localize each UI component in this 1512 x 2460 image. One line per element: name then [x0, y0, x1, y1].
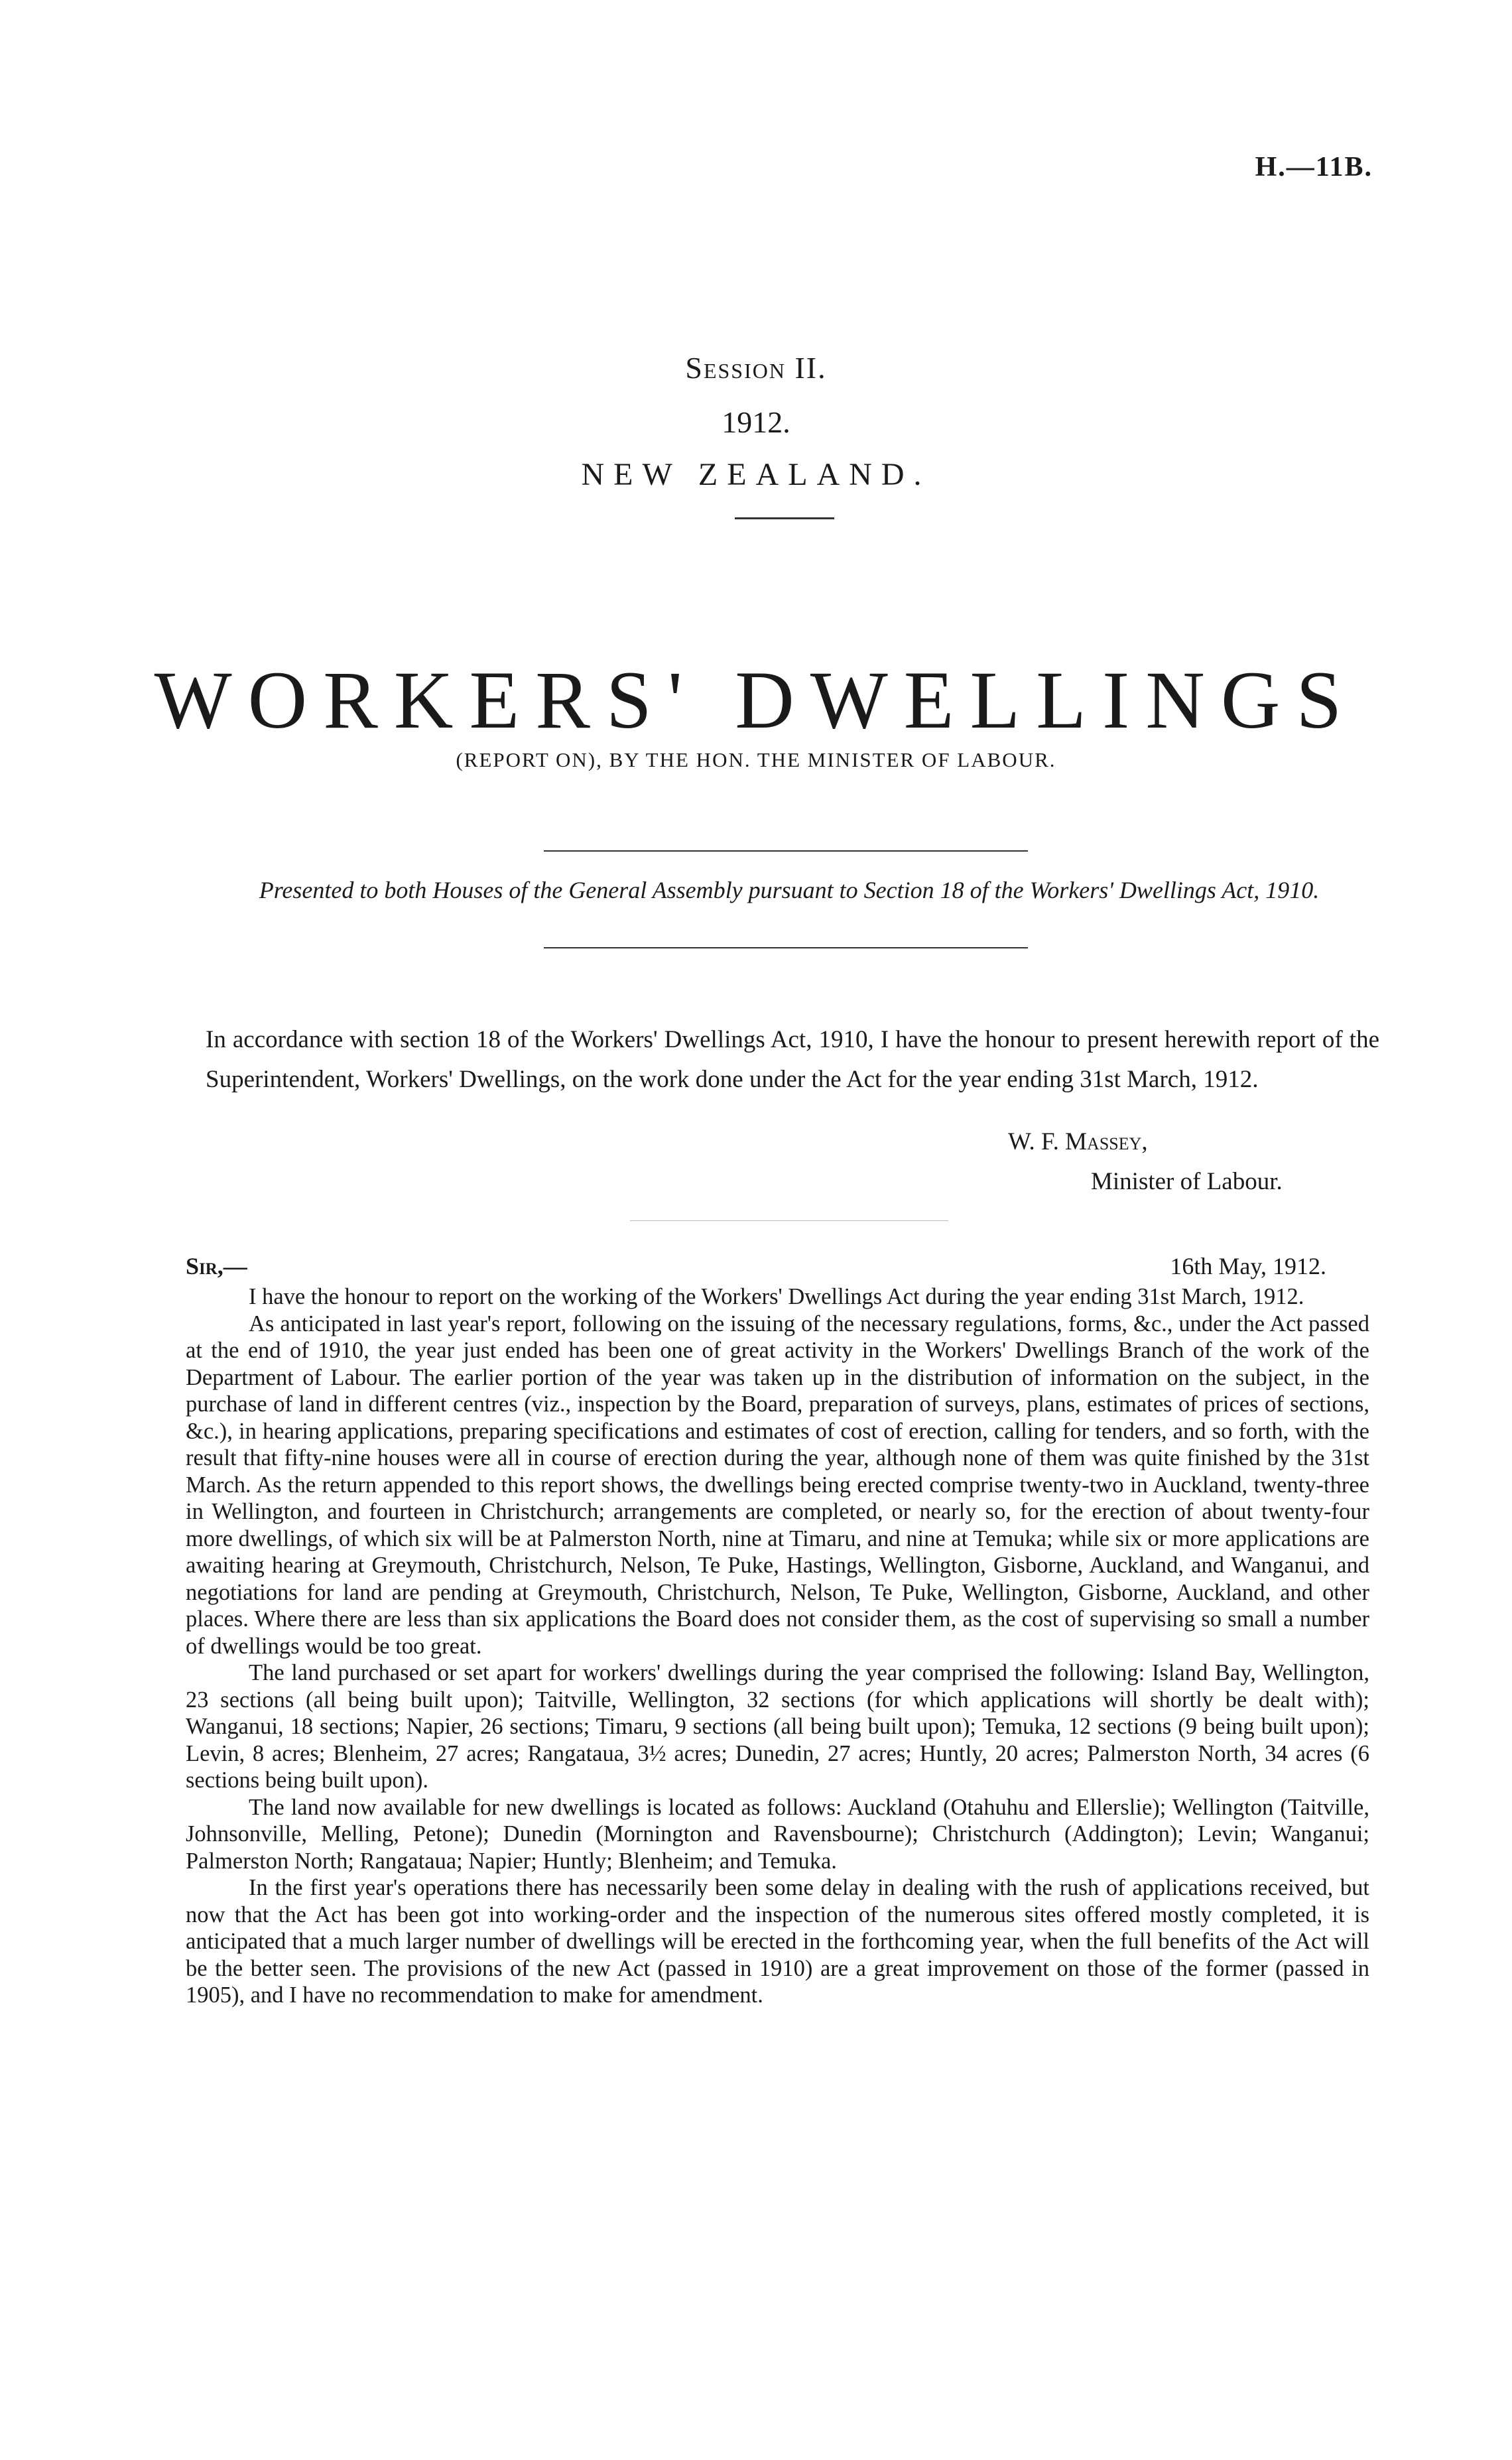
letter-paragraph: In the first year's operations there has necessarily been some delay in dealing with the rush of applications received, but now that the Act has been got into working-order and the inspection of the numerous sites offered mostly completed, it is anticipated that a much larger number of dwellings will be erected in the forthcoming year, when the full benefits of the Act will be the better seen. The provisions of the new Act (passed in 1910) are a great improvement on those of the former (passed in 1905), and I have no recommendation to make for amendment.: [186, 1875, 1369, 2008]
letter-paragraph: The land now available for new dwellings is located as follows: Auckland (Otahuhu and Ellerslie); Wellington (Taitville, Johnsonville, Melling, Petone); Dunedin (Mornington and Ravensbourne); Christchurch (Addington); Levin; Wanganui; Palmerston North; Rangataua; Napier; Huntly; Blenheim; and Temuka.: [186, 1794, 1369, 1874]
country-heading: NEW ZEALAND.: [581, 457, 931, 492]
letter-body: [186, 1283, 1369, 2009]
divider-rule: [544, 850, 1028, 852]
letter-paragraph: The land purchased or set apart for workers' dwellings during the year comprised the following: Island Bay, Wellington, 23 sections (all being built upon); Taitville, Wellington, 32 sections (for which applications will shortly be dealt with); Wanganui, 18 sections; Napier, 26 sections; Timaru, 9 sections (all being built upon); Temuka, 12 sections (9 being built upon); Levin, 8 acres; Blenheim, 27 acres; Rangataua, 3½ acres; Dunedin, 27 acres; Huntly, 20 acres; Palmerston North, 34 acres (6 sections being built upon).: [186, 1660, 1369, 1793]
session-label: Session II.: [685, 351, 827, 385]
divider-rule: [630, 1220, 948, 1221]
divider-rule: [735, 517, 834, 519]
session-year: 1912.: [722, 405, 790, 439]
letter-salutation: Sir,—: [186, 1253, 247, 1279]
paper-reference: H.—11B.: [1255, 152, 1373, 182]
document-subtitle: (REPORT ON), BY THE HON. THE MINISTER OF LABOUR.: [456, 748, 1056, 771]
letter-paragraph: As anticipated in last year's report, following on the issuing of the necessary regulations, forms, &c., under the Act passed at the end of 1910, the year just ended has been one of great activity in the Workers' Dwellings Branch of the work of the Department of Labour. The earlier portion of the year was taken up in the distribution of information on the subject, in the purchase of land in different centres (viz., inspection by the Board, preparation of surveys, plans, estimates of prices of sections, &c.), in hearing applications, preparing specifications and estimates of cost of erection, calling for tenders, and so forth, with the result that fifty-nine houses were all in course of erection during the year, although none of them was quite finished by the 31st March. As the return appended to this report shows, the dwellings being erected comprise twenty-two in Auckland, twenty-three in Wellington, and fourteen in Christchurch; arrangements are completed, or nearly so, for the erection of about twenty-four more dwellings, of which six will be at Palmerston North, nine at Timaru, and nine at Temuka; while six or more applications are awaiting hearing at Greymouth, Christchurch, Nelson, Te Puke, Hastings, Wellington, Gisborne, Auckland, and Wanganui, and negotiations for land are pending at Greymouth, Christchurch, Nelson, Te Puke, Wellington, Gisborne, Auckland, and other places. Where there are less than six applications the Board does not consider them, as the cost of supervising so small a number of dwellings would be too great.: [186, 1311, 1369, 1659]
intro-paragraph: In accordance with section 18 of the Workers' Dwellings Act, 1910, I have the honour to present herewith report of the Superintendent, Workers' Dwellings, on the work done under the Act for the year ending 31st March, 1912.: [206, 1026, 1379, 1093]
document-title: WORKERS' DWELLINGS: [154, 655, 1358, 745]
letter-date: 16th May, 1912.: [1170, 1253, 1326, 1279]
divider-rule: [544, 947, 1028, 948]
presentation-note: Presented to both Houses of the General Assembly pursuant to Section 18 of the Workers' Dwellings Act, 1910.: [259, 877, 1320, 903]
signature-title: Minister of Labour.: [1091, 1168, 1283, 1195]
letter-paragraph: I have the honour to report on the working of the Workers' Dwellings Act during the year ending 31st March, 1912.: [249, 1284, 1304, 1309]
signature-name: W. F. Massey,: [1008, 1128, 1148, 1155]
